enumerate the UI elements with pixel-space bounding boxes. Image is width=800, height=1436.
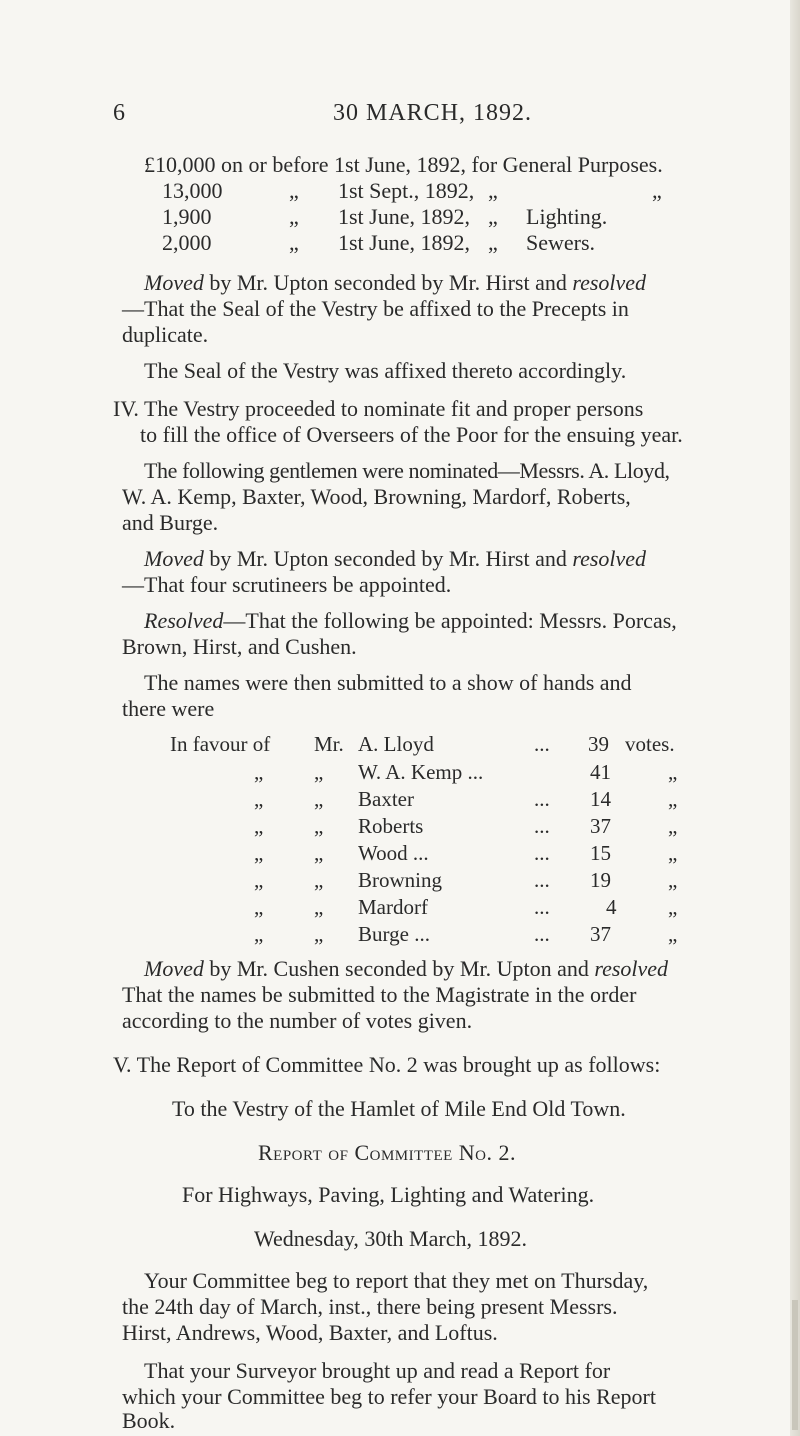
vote-count: 14 xyxy=(590,787,611,811)
vote-dots: ... xyxy=(534,732,550,756)
text-line: to fill the office of Overseers of the Poor for the ensuing year. xyxy=(140,422,683,447)
vote-c2: „ xyxy=(314,814,324,838)
amount-row-4-value: 2,000 xyxy=(162,230,212,255)
vote-unit: „ xyxy=(668,841,678,865)
amount-row-2-pre: „ xyxy=(289,178,299,203)
vote-dots: ... xyxy=(534,814,550,838)
resolved-label: resolved xyxy=(572,546,647,571)
vote-unit: „ xyxy=(668,922,678,946)
text-line: Hirst, Andrews, Wood, Baxter, and Loftus. xyxy=(122,1320,498,1345)
amount-row-4-purpose: Sewers. xyxy=(526,230,596,255)
moved-label: Moved xyxy=(144,546,204,571)
vote-dots: ... xyxy=(534,841,550,865)
vote-name: Wood ... xyxy=(358,841,429,865)
report-title: Report of Committee No. 2. xyxy=(258,1140,516,1165)
amount-for: for xyxy=(471,152,498,177)
text-line: according to the number of votes given. xyxy=(122,1008,473,1033)
vote-c1: „ xyxy=(254,841,264,865)
vote-c1: „ xyxy=(254,787,264,811)
vote-c2: „ xyxy=(314,760,324,784)
amount-value: £10,000 xyxy=(144,152,216,177)
vote-c2: „ xyxy=(314,922,324,946)
amount-date: 1st June, 1892, xyxy=(334,152,467,177)
amount-row-4-date: 1st June, 1892, xyxy=(338,230,470,255)
text-line: Book. xyxy=(122,1408,176,1433)
amount-pre: on or before xyxy=(221,152,329,177)
vote-unit: „ xyxy=(668,814,678,838)
amount-row-3-date: 1st June, 1892, xyxy=(338,204,470,229)
amount-row-3-value: 1,900 xyxy=(162,204,212,229)
text-line: duplicate. xyxy=(122,322,209,347)
vote-c2: „ xyxy=(314,787,324,811)
vote-dots: ... xyxy=(534,787,550,811)
vote-count: 37 xyxy=(590,814,611,838)
page-edge xyxy=(790,0,800,1436)
text-line: Your Committee beg to report that they met on Thursday, xyxy=(144,1268,649,1293)
page-header-date: 30 MARCH, 1892. xyxy=(333,100,533,126)
vote-unit: „ xyxy=(668,787,678,811)
vote-count: 37 xyxy=(590,922,611,946)
text-line: The following gentlemen were nominated—Messrs. A. Lloyd, xyxy=(144,458,670,483)
vote-unit: „ xyxy=(668,760,678,784)
vote-count: 19 xyxy=(590,868,611,892)
page-edge-shadow xyxy=(792,1300,798,1430)
vote-name: Roberts xyxy=(358,814,424,838)
vote-c1: „ xyxy=(254,814,264,838)
vote-dots: ... xyxy=(534,922,550,946)
vote-name: Browning xyxy=(358,868,442,892)
text-line: by Mr. Upton seconded by Mr. Hirst and xyxy=(203,270,573,295)
vote-c2: „ xyxy=(314,895,324,919)
resolved-label: Resolved xyxy=(144,608,224,633)
report-subtitle: For Highways, Paving, Lighting and Watering. xyxy=(182,1182,595,1207)
amount-row-2-for: „ xyxy=(488,178,498,203)
vote-c2: „ xyxy=(314,868,324,892)
vote-c1: „ xyxy=(254,922,264,946)
amount-row-2-value: 13,000 xyxy=(162,178,223,203)
vote-unit: votes. xyxy=(625,732,675,756)
section-v: V. The Report of Committee No. 2 was brought up as follows: xyxy=(113,1052,661,1077)
resolved-label: resolved xyxy=(572,270,647,295)
vote-count: 4 xyxy=(606,895,617,919)
text-line: That the names be submitted to the Magistrate in the order xyxy=(122,982,637,1007)
vote-unit: „ xyxy=(668,895,678,919)
text-line: —That four scrutineers be appointed. xyxy=(122,572,452,597)
text-line: by Mr. Cushen seconded by Mr. Upton and xyxy=(203,956,595,981)
vote-c1: In favour of xyxy=(170,732,271,756)
amount-row-3-purpose: Lighting. xyxy=(526,204,608,229)
amount-row-2-purpose: „ xyxy=(652,178,662,203)
text-line: That your Surveyor brought up and read a Report for xyxy=(144,1358,611,1383)
vote-c2: Mr. xyxy=(314,732,344,756)
vote-name: A. Lloyd xyxy=(358,732,434,756)
text-line: by Mr. Upton seconded by Mr. Hirst and xyxy=(203,546,573,571)
resolved-label: resolved xyxy=(594,956,669,981)
report-addressee: To the Vestry of the Hamlet of Mile End Old Town. xyxy=(172,1096,626,1121)
vote-c1: „ xyxy=(254,868,264,892)
vote-count: 15 xyxy=(590,841,611,865)
text-line: Brown, Hirst, and Cushen. xyxy=(122,634,357,659)
moved-label: Moved xyxy=(144,956,204,981)
amount-purpose: General Purposes. xyxy=(502,152,663,177)
vote-c1: „ xyxy=(254,895,264,919)
vote-count: 39 xyxy=(588,732,609,756)
vote-c1: „ xyxy=(254,760,264,784)
text-line: —That the Seal of the Vestry be affixed to the Precepts in xyxy=(122,296,629,321)
vote-name: Baxter xyxy=(358,787,414,811)
amount-row-1 xyxy=(144,152,663,178)
amount-row-2-date: 1st Sept., 1892, xyxy=(338,178,475,203)
amount-row-4-for: „ xyxy=(488,230,498,255)
vote-name: Burge ... xyxy=(358,922,430,946)
moved-label: Moved xyxy=(144,270,204,295)
text-line: W. A. Kemp, Baxter, Wood, Browning, Mardorf, Roberts, xyxy=(122,484,631,509)
text-line: which your Committee beg to refer your Board to his Report xyxy=(122,1384,656,1409)
vote-unit: „ xyxy=(668,868,678,892)
vote-count: 41 xyxy=(590,760,611,784)
vote-name: W. A. Kemp ... xyxy=(358,760,484,784)
page-number: 6 xyxy=(113,100,125,126)
text-line: IV. The Vestry proceeded to nominate fit and proper persons xyxy=(113,396,644,421)
vote-dots: ... xyxy=(534,895,550,919)
report-date: Wednesday, 30th March, 1892. xyxy=(254,1226,527,1251)
text-line: —That the following be appointed: Messrs. Porcas, xyxy=(223,608,677,633)
text-line: The names were then submitted to a show of hands and xyxy=(144,670,632,695)
paragraph-seal-affixed: The Seal of the Vestry was affixed thereto accordingly. xyxy=(144,358,627,383)
vote-name: Mardorf xyxy=(358,895,428,919)
amount-row-3-pre: „ xyxy=(289,204,299,229)
vote-dots: ... xyxy=(534,868,550,892)
amount-row-3-for: „ xyxy=(488,204,498,229)
amount-row-4-pre: „ xyxy=(289,230,299,255)
text-line: and Burge. xyxy=(122,510,219,535)
text-line: there were xyxy=(122,696,215,721)
vote-c2: „ xyxy=(314,841,324,865)
text-line: the 24th day of March, inst., there being present Messrs. xyxy=(122,1294,618,1319)
